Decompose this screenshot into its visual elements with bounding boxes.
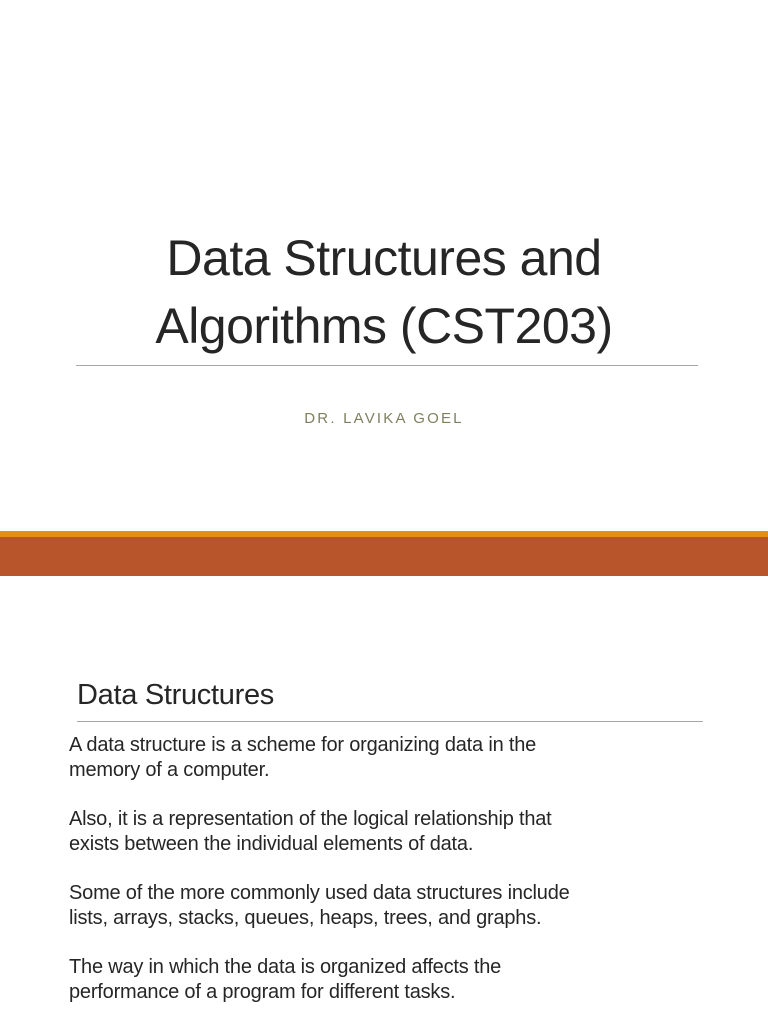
paragraph-line: Some of the more commonly used data structures include xyxy=(69,882,570,904)
paragraph-line: performance of a program for different tasks. xyxy=(69,980,456,1003)
slide-title xyxy=(40,224,728,360)
paragraph-line: exists between the individual elements of data. xyxy=(69,832,474,855)
slide-title-line-1: Data Structures and xyxy=(166,230,602,286)
paragraph-line: A data structure is a scheme for organizing data in the xyxy=(69,734,537,756)
title-divider xyxy=(76,365,698,366)
slide-subtitle: DR. LAVIKA GOEL xyxy=(304,410,464,427)
paragraph-definition xyxy=(69,733,709,782)
paragraph-line: Also, it is a representation of the logical relationship that xyxy=(69,808,552,830)
paragraph-representation xyxy=(69,807,709,856)
paragraph-line: memory of a computer. xyxy=(69,758,270,781)
paragraph-line: lists, arrays, stacks, queues, heaps, trees, and graphs. xyxy=(69,906,542,929)
content-slide-heading: Data Structures xyxy=(77,679,274,711)
paragraph-line: The way in which the data is organized affects the xyxy=(69,956,502,978)
paragraph-examples xyxy=(69,881,709,930)
accent-band-rust xyxy=(0,537,768,576)
paragraph-performance xyxy=(69,955,709,1004)
slide-title-line-2: Algorithms (CST203) xyxy=(155,298,613,354)
heading-divider xyxy=(77,721,703,722)
